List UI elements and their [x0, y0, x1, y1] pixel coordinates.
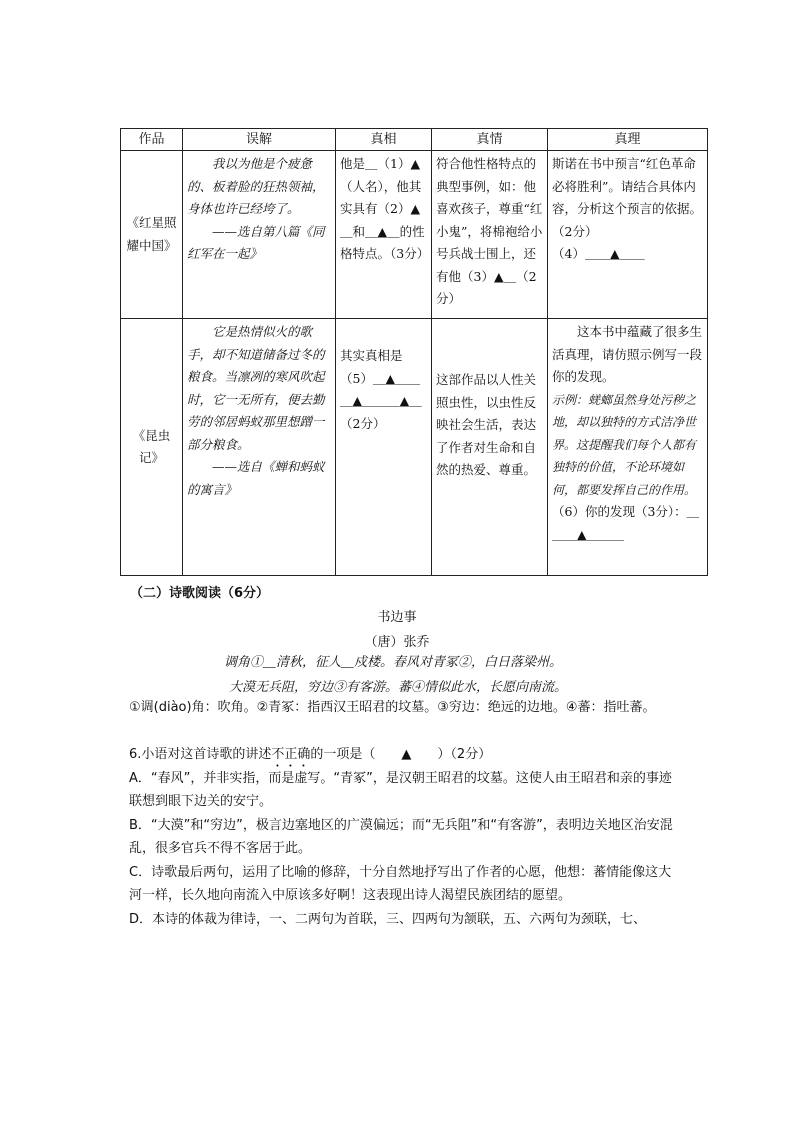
- principle-text: 这本书中蕴藏了很多生活真理，请仿照示例写一段你的发现。: [552, 324, 703, 384]
- option-b: B．“大漠”和“穷边”，极言边塞地区的广漠偏远；而“无兵阻”和“有客游”，表明边关地区治安混乱，很多官兵不得不客居于此。: [129, 818, 673, 856]
- sentiment-cell: 符合他性格特点的典型事例，如：他喜欢孩子，尊重“红小鬼”，将棉袍给小号兵战士围上，还有他（3）▲＿（2分）: [432, 151, 548, 319]
- option-c: C．诗歌最后两句，运用了比喻的修辞，十分自然地抒写出了作者的心愿，他想：蕃情能像这大河一样，长久地向南流入中原该多好啊！这表现出诗人渴望民族团结的愿望。: [129, 865, 672, 903]
- source-note: ——选自《蝉和蚂蚁的寓言》: [187, 459, 325, 497]
- poem-title: 书边事: [377, 610, 417, 625]
- question-stem-before: 6.小语对这首诗歌的讲述: [129, 747, 272, 762]
- question-stem-emphasis: 不正确: [271, 747, 311, 762]
- header-misunderstanding: 误解: [183, 129, 336, 151]
- sentiment-cell: [432, 319, 548, 576]
- truth-text: 其实真相是（5）＿▲＿＿＿▲＿＿＿▲＿（2分）: [340, 348, 422, 431]
- principle-text: 斯诺在书中预言“红色革命必将胜利”。请结合具体内容，分析这个预言的依据。（2分）: [552, 156, 703, 239]
- header-truth: 真相: [336, 129, 432, 151]
- work-title: 《昆虫记》: [121, 319, 183, 576]
- principle-cell: [548, 319, 708, 576]
- principle-cell: [548, 151, 708, 319]
- answer-blank[interactable]: （6）你的发现（3分）：＿＿＿▲＿＿＿: [552, 504, 700, 542]
- poem-author: （唐）张乔: [364, 635, 430, 650]
- header-sentiment: 真情: [432, 129, 548, 151]
- option-d: D．本诗的体裁为律诗，一、二两句为首联，三、四两句为颔联，五、六两句为颈联，七、: [129, 912, 647, 927]
- table-row: [121, 319, 708, 576]
- table-row: [121, 151, 708, 319]
- truth-cell: 他是＿（1）▲（人名），他其实具有（2）▲＿和＿▲＿的性格特点。（3分）: [336, 151, 432, 319]
- question-stem-after[interactable]: 的一项是（ ▲ ）（2分）: [310, 747, 492, 762]
- source-note: ——选自第八篇《同红军在一起》: [187, 223, 325, 261]
- misunderstanding-text: 我以为他是个疲惫的、板着脸的狂热领袖，身体也许已经垮了。: [187, 156, 325, 216]
- poem-line: 调角①＿清秋，征人＿戍楼。春风对青冢②，白日落梁州。: [224, 655, 563, 670]
- truth-cell: [336, 319, 432, 576]
- header-work: 作品: [121, 129, 183, 151]
- reading-table: [120, 128, 708, 576]
- sentiment-text: 这部作品以人性关照虫性，以虫性反映社会生活，表达了作者对生命和自然的热爱、尊重。: [436, 372, 537, 477]
- work-title: 《红星照耀中国》: [121, 151, 183, 319]
- poem-notes: ①调(diào)角：吹角。②青冢：指西汉王昭君的坟墓。③穷边：绝远的边地。④蕃：指吐蕃。: [129, 700, 656, 715]
- question-stem: [129, 743, 675, 770]
- option-a: A．“春风”，并非实指，而是虚写。“青冢”，是汉朝王昭君的坟墓。这使人由王昭君和亲的事迹联想到眼下边关的安宁。: [129, 771, 672, 809]
- misunderstanding-cell: [183, 319, 336, 576]
- poem-line: 大漠无兵阻，穷边③有客游。蕃④情似此水，长愿向南流。: [229, 680, 568, 695]
- answer-blank[interactable]: （4）＿＿▲＿＿: [552, 246, 645, 261]
- section-title: （二）诗歌阅读（6分）: [130, 586, 270, 601]
- table-header-row: [121, 129, 708, 151]
- misunderstanding-cell: [183, 151, 336, 319]
- misunderstanding-text: 它是热情似火的歌手，却不知道储备过冬的粮食。当凛冽的寒风吹起时，它一无所有，便去勤劳的邻居蚂蚁那里想蹭一部分粮食。: [187, 324, 325, 452]
- example-text: 示例：蜣螂虽然身处污秽之地，却以独特的方式洁净世界。这提醒我们每个人都有独特的价值，不论环境如何，都要发挥自己的作用。: [552, 392, 697, 497]
- header-principle: 真理: [548, 129, 708, 151]
